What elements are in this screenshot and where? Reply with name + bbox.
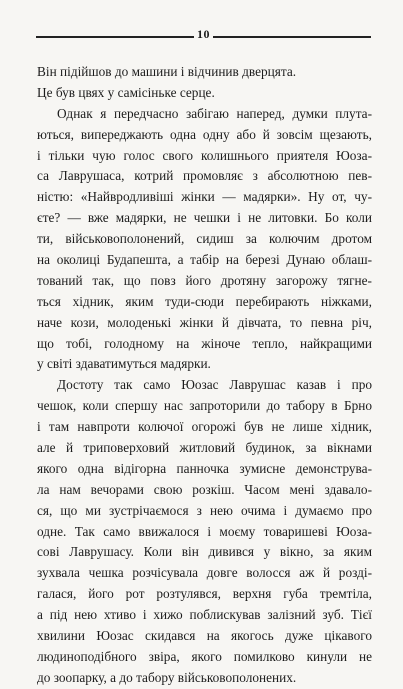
text-line: що тобі, голодному на жіноче тепло, найкращими [37,335,372,351]
text-line: на околиці Будапешта, а табір на березі Дунаю облаш- [37,252,372,268]
text-line: Достоту так само Юозас Лаврушас казав і про [57,377,372,393]
text-line: у світі здаватимуться мадярки. [37,356,211,372]
text-line: наче кози, молоденькі жінки й дівчата, то певна річ, [37,314,372,330]
text-line: до зоопарку, а до табору військовополонених. [37,669,297,685]
text-line: якого одна відігорна панночка зумисне демонструва- [37,460,372,476]
text-line: і тільки чую голос свого колишнього приятеля Юоза- [37,147,372,163]
text-line: ністю: «Найвродливіші жінки — мадярки». Ну от, чу- [37,189,372,205]
page-header [36,26,371,46]
text-line: зухвала чешка розчісувала довге волосся аж й розді- [37,565,372,581]
text-line: ся, що ми зустрічаємося з нею очима і думаємо про [37,502,372,518]
text-line: Це був цвях у самісіньке серце. [37,84,215,100]
body-text [37,62,372,689]
text-line: ться хідник, яким туди-сюди перебирають ніжками, [37,293,372,309]
text-line: галася, його рот розтулявся, верхня губа тремтіла, [37,586,372,602]
text-line: одне. Так само ввижалося і моєму товаришеві Юоза- [37,523,372,539]
text-line: чешок, коли спершу нас запроторили до табору в Брно [37,398,372,414]
text-line: Він підійшов до машини і відчинив дверцята. [37,64,297,79]
text-line: Однак я передчасно забігаю наперед, думки плута- [57,105,372,121]
text-line: тований так, що повз його дротяну загорожу тягне- [37,272,372,288]
header-rule-right [213,36,371,38]
text-line: і там навпроти колючої огорожі був не лише хідник, [37,419,372,435]
text-line: сові Лаврушасу. Коли він дивився у вікно, за яким [37,544,372,560]
text-line: але й триповерховий житловий будинок, за вікнами [37,440,372,456]
text-line: ти, військовополонений, сидиш за колючим дротом [37,231,372,247]
text-line: а під нею хтиво і хижо поблискував залізний зуб. Тієї [37,607,372,623]
text-line: са Лаврушаса, котрий промовляє з абсолютною пев- [37,168,372,184]
text-line: єте? — вже мадярки, не чешки і не литовки. Бо коли [37,210,372,226]
page-number: 10 [197,27,210,41]
text-line: людиноподібного звіра, якого помилково кинули не [37,648,372,664]
text-line: ла нам вечорами свою розкіш. Часом мені здавало- [37,481,372,497]
text-line: ються, випереджають одна одну або й зовсім щезають, [37,126,372,142]
text-line: хвилини Юозас скидався на якогось дуже цікавого [37,628,372,644]
